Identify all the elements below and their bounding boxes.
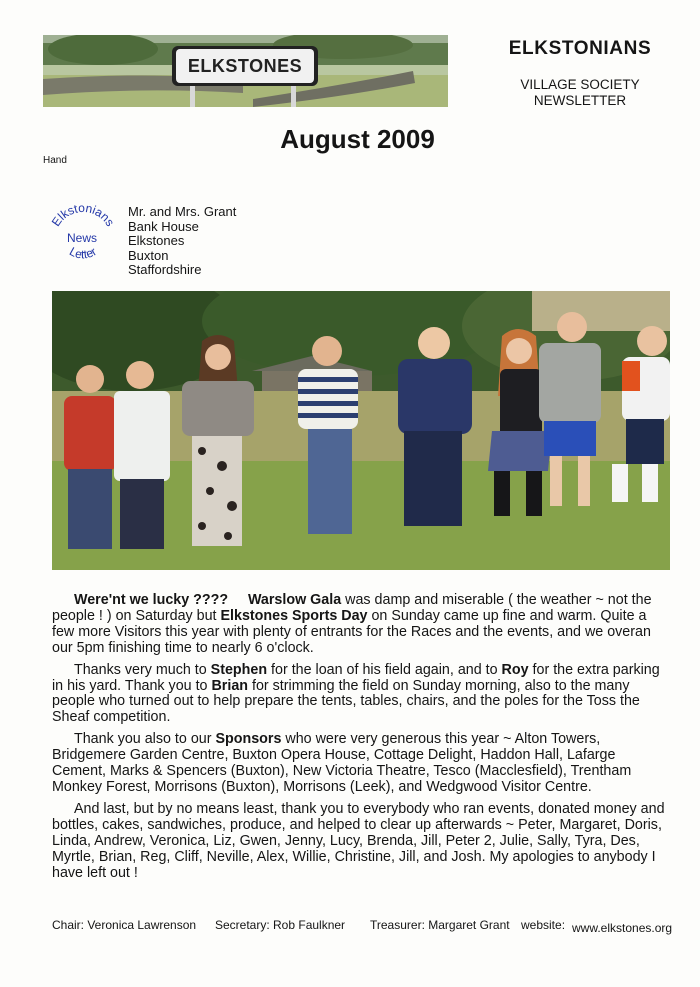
address-line: Staffordshire [128, 262, 202, 278]
address-line: Elkstones [128, 233, 185, 249]
sports-day-photo [52, 291, 670, 570]
newsletter-title: ELKSTONIANS [508, 38, 652, 59]
footer-treasurer: Treasurer: Margaret Grant [370, 918, 510, 932]
address-line: Bank House [128, 218, 199, 234]
footer-secretary: Secretary: Rob Faulkner [215, 918, 346, 932]
stamp-bottom-text: Letter [67, 244, 100, 262]
warslow-gala: Warslow Gala [247, 592, 342, 608]
footer-website-label: website: [521, 918, 566, 932]
stamp-middle-text: News [66, 231, 97, 245]
newsletter-subtitle-line2: NEWSLETTER [533, 93, 627, 108]
header-banner-photo [43, 35, 448, 107]
village-sign-text: ELKSTONES [187, 55, 303, 76]
address-line: Mr. and Mrs. Grant [128, 204, 237, 219]
delivery-label: Hand [43, 155, 67, 166]
article-paragraph: Were'nt we lucky ???? Warslow Gala was damp and miserable ( the weather ~ not the people ! ) on Saturday but Elkstones Sports Day on Sunday came up fine and warm. Quite a few more Visitors this year with plenty of entrants for the Races and the events, and we overan our 5pm finishing time to nearly 6 o'clock. [52, 592, 652, 656]
address-line: Buxton [128, 247, 169, 263]
svg-text:Elkstonians [49, 201, 117, 229]
footer-chair: Chair: Veronica Lawrenson [52, 918, 197, 932]
article-body [52, 593, 668, 887]
article-lead: Were'nt we lucky ???? [74, 592, 229, 608]
svg-text:Letter [67, 244, 99, 261]
recipient-address [128, 205, 236, 278]
article-paragraph: Thanks very much to Stephen for the loan of his field again, and to Roy for the extra parking in his yard. Thank you to Brian for strimming the field on Sunday morning, also to the many people who turned out to help prepare the tents, tables, chairs, and the poles for the Toss the Sheaf competition. [52, 661, 660, 726]
article-paragraph: And last, but by no means least, thank you to everybody who ran events, donated money and bottles, cakes, sandwiches, produce, and helped to clear up afterwards ~ Peter, Margaret, Doris, Linda, Andrew, Veronica, Liz, Gwen, Jenny, Lucy, Brenda, Jill, Peter 2, Julie, Sally, Tyra, Des, Myrtle, Brian, Reg, Cliff, Neville, Alex, Willie, Christine, Jill, and Josh. My apologies to anybody I have left out ! [52, 800, 665, 881]
article-paragraph: Thank you also to our Sponsors who were very generous this year ~ Alton Towers, Bridgemere Garden Centre, Buxton Opera House, Cottage Delight, Haddon Hall, Lafarge Cement, Marks & Spencers (Buxton), New Victoria Theatre, Tesco (Macclesfield), Trentham Monkey Forest, Morrisons (Buxton), Morrisons (Leek), and Wedgwood Visitor Centre. [52, 731, 632, 795]
issue-date: August 2009 [280, 124, 435, 154]
footer-website-link[interactable]: www.elkstones.org [572, 921, 673, 935]
sports-day-name: Elkstones Sports Day [220, 607, 368, 624]
stamp-top-text: Elkstonians [48, 200, 118, 229]
newsletter-subtitle-line1: VILLAGE SOCIETY [520, 77, 640, 92]
